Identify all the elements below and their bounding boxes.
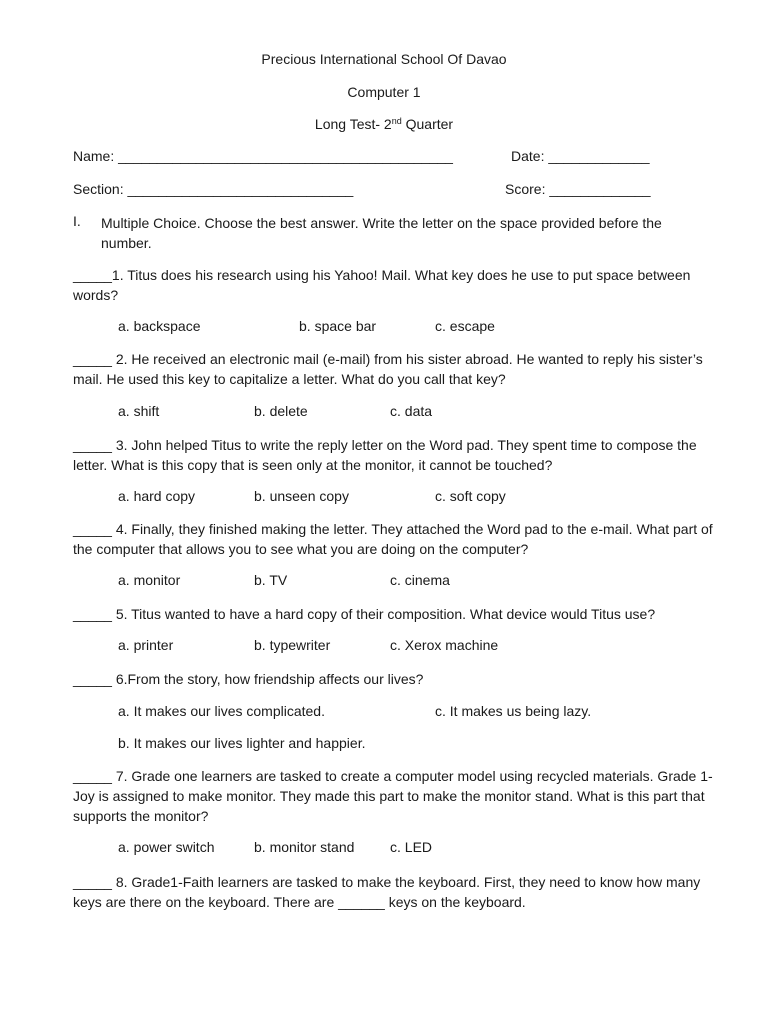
q6-option-c: c. It makes us being lazy.	[435, 703, 592, 719]
q3-option-a: a. hard copy	[118, 488, 196, 504]
test-title-ordinal: nd	[391, 116, 402, 126]
q4-option-a: a. monitor	[118, 572, 181, 588]
date-field[interactable]: Date: _____________	[511, 148, 650, 164]
question-8: _____ 8. Grade1-Faith learners are tasked to make the keyboard. First, they need to know how many keys are there on the keyboard. There are ______ keys on the keyboard.	[73, 874, 701, 910]
q2-option-c: c. data	[390, 403, 433, 419]
question-5: _____ 5. Titus wanted to have a hard copy of their composition. What device would Titus use?	[73, 606, 656, 622]
q4-option-b: b. TV	[254, 572, 288, 588]
q7-option-b: b. monitor stand	[254, 839, 355, 855]
q6-option-a: a. It makes our lives complicated.	[118, 703, 325, 719]
q7-option-c: c. LED	[390, 839, 433, 855]
question-6: _____ 6.From the story, how friendship affects our lives?	[73, 671, 424, 687]
q4-option-c: c. cinema	[390, 572, 450, 588]
q1-option-c: c. escape	[435, 318, 495, 334]
q2-option-b: b. delete	[254, 403, 308, 419]
question-7: _____ 7. Grade one learners are tasked to create a computer model using recycled materials. Grade 1- Joy is assigned to make monitor. They made this part to make the monitor stand. What is this part that supports the monitor?	[73, 768, 713, 824]
question-1: _____1. Titus does his research using his Yahoo! Mail. What key does he use to put space between words?	[73, 267, 691, 303]
q1-option-b: b. space bar	[299, 318, 377, 334]
q5-option-c: c. Xerox machine	[390, 637, 499, 653]
question-4: _____ 4. Finally, they finished making the letter. They attached the Word pad to the e-mail. What part of the computer that allows you to see what you are doing on the computer?	[73, 521, 713, 557]
test-title-suffix: Quarter	[401, 116, 454, 132]
q6-option-b: b. It makes our lives lighter and happier.	[118, 735, 366, 751]
school-name: Precious International School Of Davao	[261, 51, 507, 67]
score-field[interactable]: Score: _____________	[505, 181, 651, 197]
section-field[interactable]: Section: _____________________________	[73, 181, 354, 197]
instructions-numeral: I.	[73, 213, 81, 229]
subject-title: Computer 1	[347, 84, 421, 100]
q7-option-a: a. power switch	[118, 839, 215, 855]
test-title	[0, 116, 768, 132]
q5-option-a: a. printer	[118, 637, 174, 653]
test-title-prefix: Long Test- 2	[314, 116, 392, 132]
q3-option-c: c. soft copy	[435, 488, 506, 504]
q5-option-b: b. typewriter	[254, 637, 331, 653]
name-field[interactable]: Name: ___________________________________________	[73, 148, 453, 164]
q2-option-a: a. shift	[118, 403, 160, 419]
question-2: _____ 2. He received an electronic mail (e-mail) from his sister abroad. He wanted to reply his sister’s mail. He used this key to capitalize a letter. What do you call that key?	[73, 351, 703, 387]
question-3: _____ 3. John helped Titus to write the reply letter on the Word pad. They spent time to compose the letter. What is this copy that is seen only at the monitor, it cannot be touched?	[73, 437, 697, 473]
q1-option-a: a. backspace	[118, 318, 201, 334]
instructions-text: Multiple Choice. Choose the best answer. Write the letter on the space provided before the number.	[101, 215, 662, 251]
q3-option-b: b. unseen copy	[254, 488, 349, 504]
